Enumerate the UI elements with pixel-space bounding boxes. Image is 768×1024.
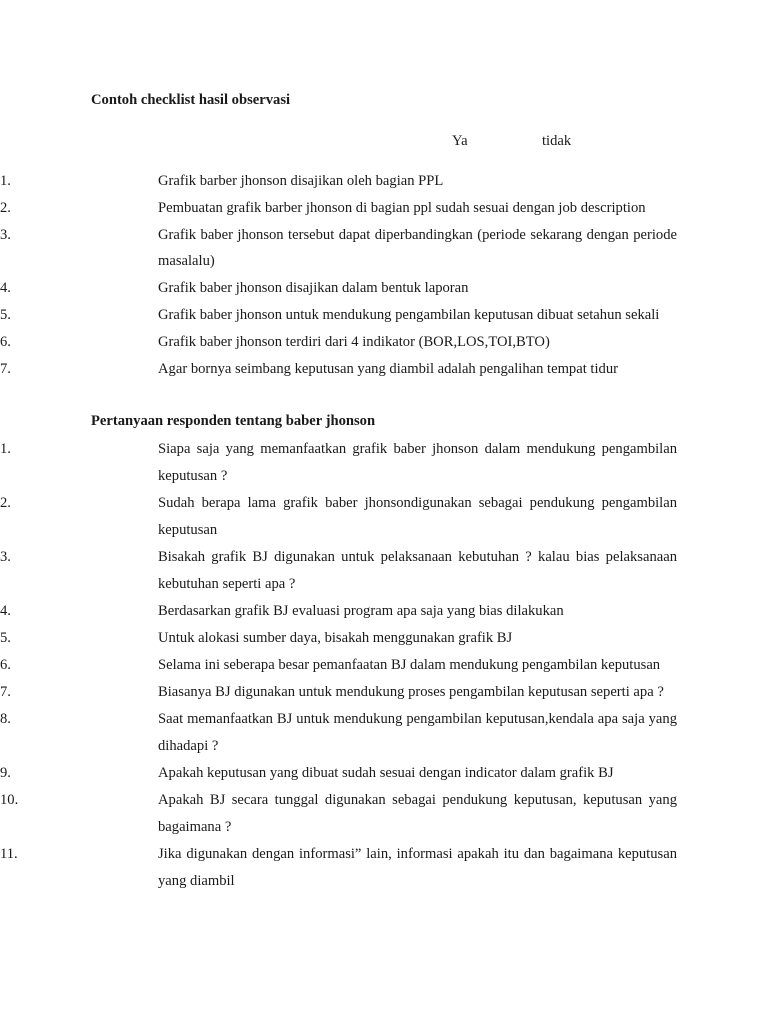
list-item [0,787,677,841]
list-item-number: 1. [0,441,11,457]
list-item [0,625,677,652]
list-item [0,706,677,760]
list-item-number: 9. [0,765,11,781]
list-item-text: Agar bornya seimbang keputusan yang diambil adalah pengalihan tempat tidur [158,360,618,377]
list-item-text: Selama ini seberapa besar pemanfaatan BJ dalam mendukung pengambilan keputusan [158,657,661,673]
list-item-number: 7. [0,360,11,377]
list-item [0,652,677,679]
list-item-text: Apakah BJ secara tunggal digunakan sebagai pendukung keputusan, keputusan yang bagaimana ? [158,792,677,835]
list-item-text: Pembuatan grafik barber jhonson di bagian ppl sudah sesuai dengan job description [158,199,646,216]
list-item [0,544,677,598]
list-item-number: 5. [0,630,11,646]
list-item-number: 3. [0,226,11,243]
list-item-text: Grafik baber jhonson terdiri dari 4 indikator (BOR,LOS,TOI,BTO) [158,333,550,350]
list-item-text: Grafik barber jhonson disajikan oleh bagian PPL [158,173,444,189]
list-item-text: Biasanya BJ digunakan untuk mendukung proses pengambilan keputusan seperti apa ? [158,684,664,700]
list-item [0,841,677,895]
list-item-number: 4. [0,603,11,619]
list-item-text: Berdasarkan grafik BJ evaluasi program apa saja yang bias dilakukan [158,603,564,619]
column-header-no: tidak [542,133,572,149]
list-item-number: 5. [0,306,11,323]
list-item [0,356,677,383]
list-item-text: Untuk alokasi sumber daya, bisakah menggunakan grafik BJ [158,630,513,646]
list-item-text: Sudah berapa lama grafik baber jhonsondigunakan sebagai pendukung pengambilan keputusan [158,495,677,538]
list-item-text: Grafik baber jhonson tersebut dapat diperbandingkan (periode sekarang dengan periode masalalu) [158,226,677,270]
list-item [0,760,677,787]
list-item-number: 2. [0,199,11,216]
questions-list [0,436,768,895]
column-header-yes: Ya [452,133,468,149]
list-item [0,436,677,490]
list-item [0,302,677,329]
list-item [0,168,677,195]
list-item-number: 7. [0,684,11,700]
list-item-text: Jika digunakan dengan informasi” lain, informasi apakah itu dan bagaimana keputusan yang diambil [158,846,677,889]
list-item-number: 10. [0,792,19,808]
list-item-number: 3. [0,549,11,565]
list-item-number: 2. [0,495,11,511]
list-item-text: Saat memanfaatkan BJ untuk mendukung pengambilan keputusan,kendala apa saja yang dihadapi ? [158,711,677,754]
list-item-number: 4. [0,280,11,297]
list-item-text: Bisakah grafik BJ digunakan untuk pelaksanaan kebutuhan ? kalau bias pelaksanaan kebutuhan seperti apa ? [158,549,677,592]
list-item-text: Grafik baber jhonson untuk mendukung pengambilan keputusan dibuat setahun sekali [158,306,660,323]
list-item-text: Grafik baber jhonson disajikan dalam bentuk laporan [158,280,469,297]
list-item-number: 8. [0,711,11,727]
list-item [0,329,677,356]
list-item-number: 1. [0,173,11,189]
list-item [0,275,677,302]
list-item [0,195,677,222]
list-item-number: 6. [0,657,11,673]
list-item [0,490,677,544]
checklist-list [0,168,768,382]
list-item [0,679,677,706]
list-item-text: Siapa saja yang memanfaatkan grafik baber jhonson dalam mendukung pengambilan keputusan ? [158,441,677,484]
list-item [0,222,677,276]
list-item-number: 6. [0,333,11,350]
list-item [0,598,677,625]
section-title-checklist: Contoh checklist hasil observasi [91,92,291,108]
section-title-questions: Pertanyaan responden tentang baber jhonson [91,413,376,429]
list-item-number: 11. [0,846,18,862]
list-item-text: Apakah keputusan yang dibuat sudah sesuai dengan indicator dalam grafik BJ [158,765,614,781]
